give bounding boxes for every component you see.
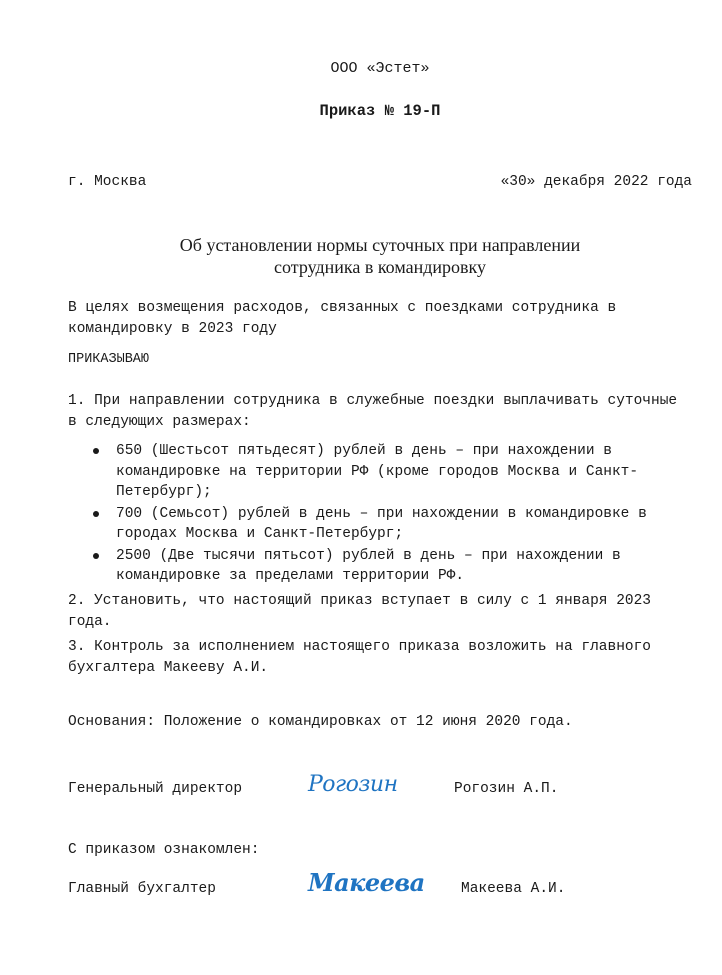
preamble: В целях возмещения расходов, связанных с поездками сотрудника в командировку в 2023 году [68,300,617,337]
list-item [68,441,688,503]
director-name: Рогозин А.П. [454,781,559,797]
order-title: Приказ № 19-П [319,102,441,120]
order-date: «30» декабря 2022 года [500,174,692,190]
item-1: 1. При направлении сотрудника в служебные поездки выплачивать суточные в следующих размерах: [68,393,678,430]
order-word: ПРИКАЗЫВАЮ [68,352,150,367]
subject-line-1: Об установлении нормы суточных при направлении [179,235,581,255]
acknowledgement-label: С приказом ознакомлен: [68,842,260,858]
list-item-text: 2500 (Две тысячи пятьсот) рублей в день – при нахождении в командировке за пределами территории РФ. [116,547,621,584]
list-item-text: 700 (Семьсот) рублей в день – при нахождении в командировке в городах Москва и Санкт-Петербург; [116,505,647,542]
bullet-icon [93,511,99,517]
director-title: Генеральный директор [68,781,243,797]
city: г. Москва [68,174,147,190]
list-item [68,504,688,545]
order-subject [68,234,692,278]
list-item-text: 650 (Шестьсот пятьдесят) рублей в день – при нахождении в командировке на территории РФ (кроме городов Москва и Санкт-Петербург); [116,443,639,500]
bullet-icon [93,448,99,454]
list-item [68,546,688,587]
basis: Основания: Положение о командировках от 12 июня 2020 года. [68,714,573,730]
bullet-icon [93,553,99,559]
company-name: ООО «Эстет» [330,60,430,77]
accountant-signature: Макеева [308,868,425,897]
subject-line-2: сотрудника в командировку [273,257,486,277]
accountant-title: Главный бухгалтер [68,881,216,897]
item-3: 3. Контроль за исполнением настоящего приказа возложить на главного бухгалтера Макееву А.И. [68,639,651,676]
item-2: 2. Установить, что настоящий приказ вступает в силу с 1 января 2023 года. [68,593,651,630]
director-signature: Рогозин [308,772,398,797]
accountant-name: Макеева А.И. [461,881,566,897]
allowance-list [68,441,688,588]
